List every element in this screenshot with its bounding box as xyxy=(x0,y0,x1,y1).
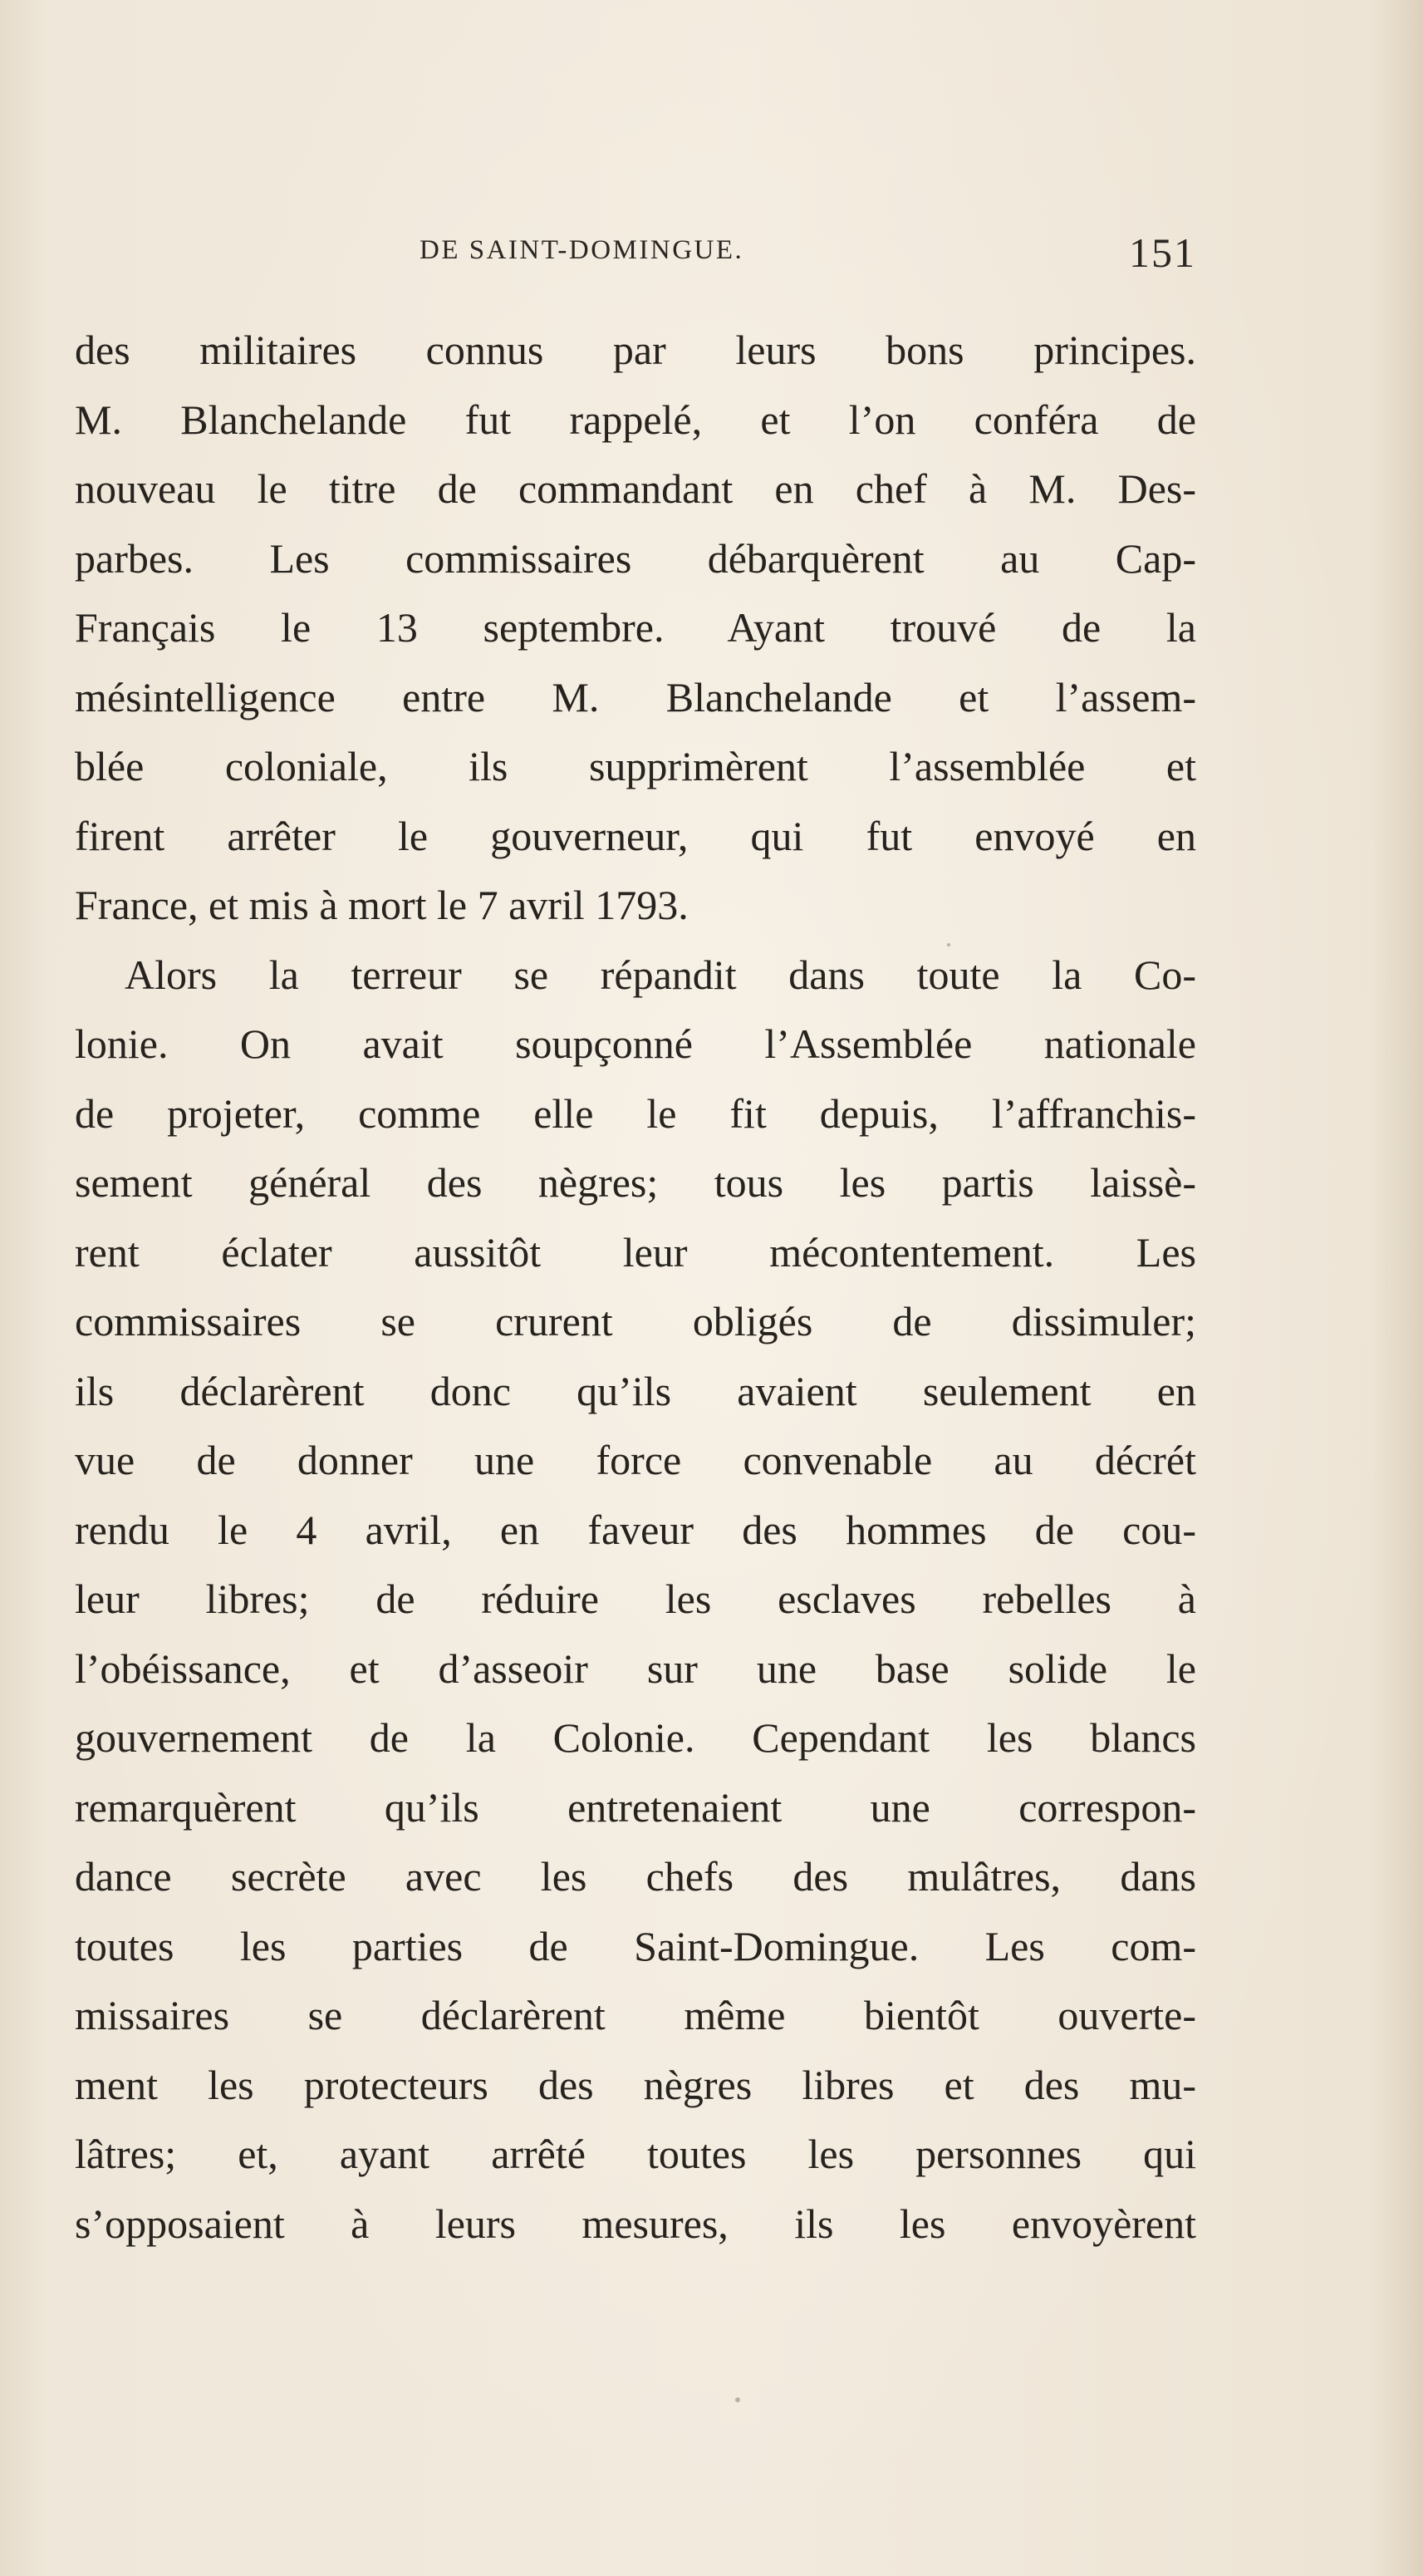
body-text xyxy=(75,316,1196,2259)
paragraph-end-line: France, et mis à mort le 7 avril 1793. xyxy=(75,882,689,928)
text-line: gouvernement de la Colonie. Cependant les blancs xyxy=(75,1714,1196,1761)
text-line: vue de donner une force convenable au décrét xyxy=(75,1437,1196,1483)
text-line: nouveau le titre de commandant en chef à M. Des- xyxy=(75,465,1196,512)
text-line: des militaires connus par leurs bons principes. xyxy=(75,327,1196,373)
text-line: de projeter, comme elle le fit depuis, l’affranchis- xyxy=(75,1089,1196,1137)
text-line: ment les protecteurs des nègres libres et des mu- xyxy=(75,2061,1196,2108)
text-line: s’opposaient à leurs mesures, ils les envoyèrent xyxy=(75,2200,1196,2247)
text-line: remarquèrent qu’ils entretenaient une correspon- xyxy=(75,1783,1196,1831)
text-line: rent éclater aussitôt leur mécontentement. Les xyxy=(75,1228,1196,1276)
text-line: Français le 13 septembre. Ayant trouvé de la xyxy=(75,604,1196,651)
running-head xyxy=(75,229,1196,287)
paper-speck xyxy=(947,943,950,946)
text-line: l’obéissance, et d’asseoir sur une base solide le xyxy=(75,1644,1196,1692)
running-head-title: DE SAINT-DOMINGUE. xyxy=(420,235,744,265)
text-line: M. Blanchelande fut rappelé, et l’on conféra de xyxy=(75,396,1196,443)
paper-speck xyxy=(735,2397,740,2402)
text-line: blée coloniale, ils supprimèrent l’assemblée et xyxy=(75,743,1196,789)
text-line: ils déclarèrent donc qu’ils avaient seulement en xyxy=(75,1367,1196,1414)
paragraph-start-line: Alors la terreur se répandit dans toute la Co- xyxy=(125,951,1196,998)
text-line: lâtres; et, ayant arrêté toutes les personnes qui xyxy=(75,2131,1196,2177)
text-line: rendu le 4 avril, en faveur des hommes de cou- xyxy=(75,1506,1196,1553)
page-number: 151 xyxy=(1129,229,1196,276)
text-line: commissaires se crurent obligés de dissimuler; xyxy=(75,1298,1196,1345)
text-line: mésintelligence entre M. Blanchelande et l’assem- xyxy=(75,673,1196,720)
text-line: missaires se déclarèrent même bientôt ouverte- xyxy=(75,1992,1196,2038)
text-line: lonie. On avait soupçonné l’Assemblée nationale xyxy=(75,1020,1196,1067)
text-line: toutes les parties de Saint-Domingue. Les com- xyxy=(75,1922,1196,1969)
text-line: dance secrète avec les chefs des mulâtres, dans xyxy=(75,1853,1196,1900)
text-line: sement général des nègres; tous les partis laissè- xyxy=(75,1159,1196,1206)
text-line: firent arrêter le gouverneur, qui fut envoyé en xyxy=(75,812,1196,859)
text-line: parbes. Les commissaires débarquèrent au Cap- xyxy=(75,534,1196,582)
text-line: leur libres; de réduire les esclaves rebelles à xyxy=(75,1576,1196,1622)
